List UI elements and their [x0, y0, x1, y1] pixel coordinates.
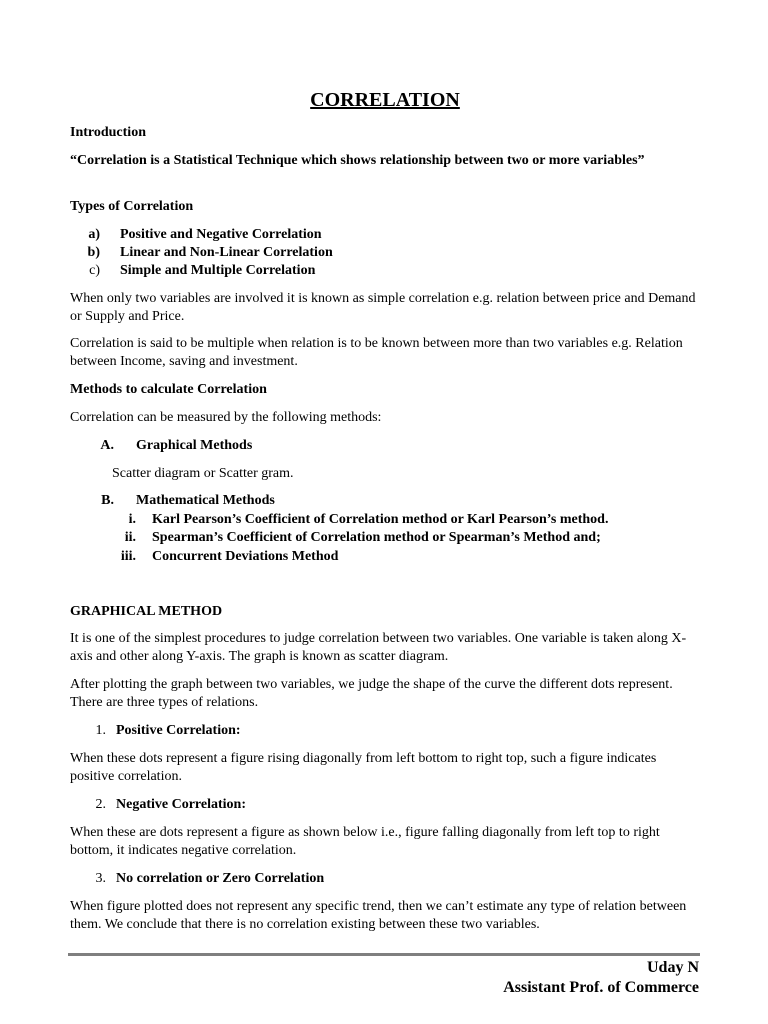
simple-correlation-paragraph: When only two variables are involved it is known as simple correlation e.g. relation between price and Demand or Supply and Price.	[70, 291, 696, 324]
list-marker: A.	[100, 438, 114, 453]
list-text: No correlation or Zero Correlation	[116, 871, 325, 886]
list-marker: i.	[128, 512, 136, 527]
author-name: Uday N	[646, 959, 699, 976]
types-heading: Types of Correlation	[70, 199, 194, 214]
list-marker: B.	[101, 493, 114, 508]
list-text: Concurrent Deviations Method	[152, 549, 339, 564]
list-text: Positive Correlation:	[116, 723, 241, 738]
footer-divider	[68, 953, 700, 956]
page-title: CORRELATION	[310, 89, 460, 111]
list-marker: iii.	[120, 549, 136, 564]
definition-quote: “Correlation is a Statistical Technique which shows relationship between two or more variables”	[70, 153, 645, 168]
graphical-method-heading: GRAPHICAL METHOD	[70, 604, 223, 619]
list-marker: b)	[87, 245, 100, 260]
list-text: Positive and Negative Correlation	[120, 227, 322, 242]
list-text: Simple and Multiple Correlation	[120, 263, 316, 278]
positive-correlation-desc: When these dots represent a figure rising diagonally from left bottom to right top, such a figure indicates positive correlation.	[70, 751, 657, 784]
list-text: Karl Pearson’s Coefficient of Correlation method or Karl Pearson’s method.	[152, 512, 609, 527]
list-marker: a)	[88, 227, 100, 242]
methods-intro: Correlation can be measured by the following methods:	[70, 410, 382, 425]
list-text: Linear and Non-Linear Correlation	[120, 245, 333, 260]
graphical-paragraph-1: It is one of the simplest procedures to judge correlation between two variables. One variable is taken along X-axis and other along Y-axis. The graph is known as scatter diagram.	[70, 631, 687, 664]
methods-heading: Methods to calculate Correlation	[70, 382, 267, 397]
intro-heading: Introduction	[70, 125, 146, 140]
list-marker: 1.	[95, 723, 106, 738]
negative-correlation-desc: When these are dots represent a figure as shown below i.e., figure falling diagonally from left top to right bottom, it indicates negative correlation.	[70, 825, 660, 858]
list-marker: 3.	[95, 871, 106, 886]
list-text: Negative Correlation:	[116, 797, 246, 812]
list-marker: c)	[89, 263, 100, 278]
graphical-method-desc: Scatter diagram or Scatter gram.	[112, 466, 294, 481]
list-text: Mathematical Methods	[136, 493, 275, 508]
multiple-correlation-paragraph: Correlation is said to be multiple when relation is to be known between more than two variables e.g. Relation between Income, saving and investment.	[70, 336, 683, 369]
zero-correlation-desc: When figure plotted does not represent any specific trend, then we can’t estimate any type of relation between them. We conclude that there is no correlation existing between these two variables.	[70, 899, 687, 932]
list-marker: 2.	[95, 797, 106, 812]
graphical-paragraph-2: After plotting the graph between two variables, we judge the shape of the curve the different dots represent. There are three types of relations.	[70, 677, 673, 710]
list-text: Graphical Methods	[136, 438, 253, 453]
list-marker: ii.	[124, 530, 136, 545]
list-text: Spearman’s Coefficient of Correlation method or Spearman’s Method and;	[152, 530, 601, 545]
author-role: Assistant Prof. of Commerce	[503, 979, 699, 996]
